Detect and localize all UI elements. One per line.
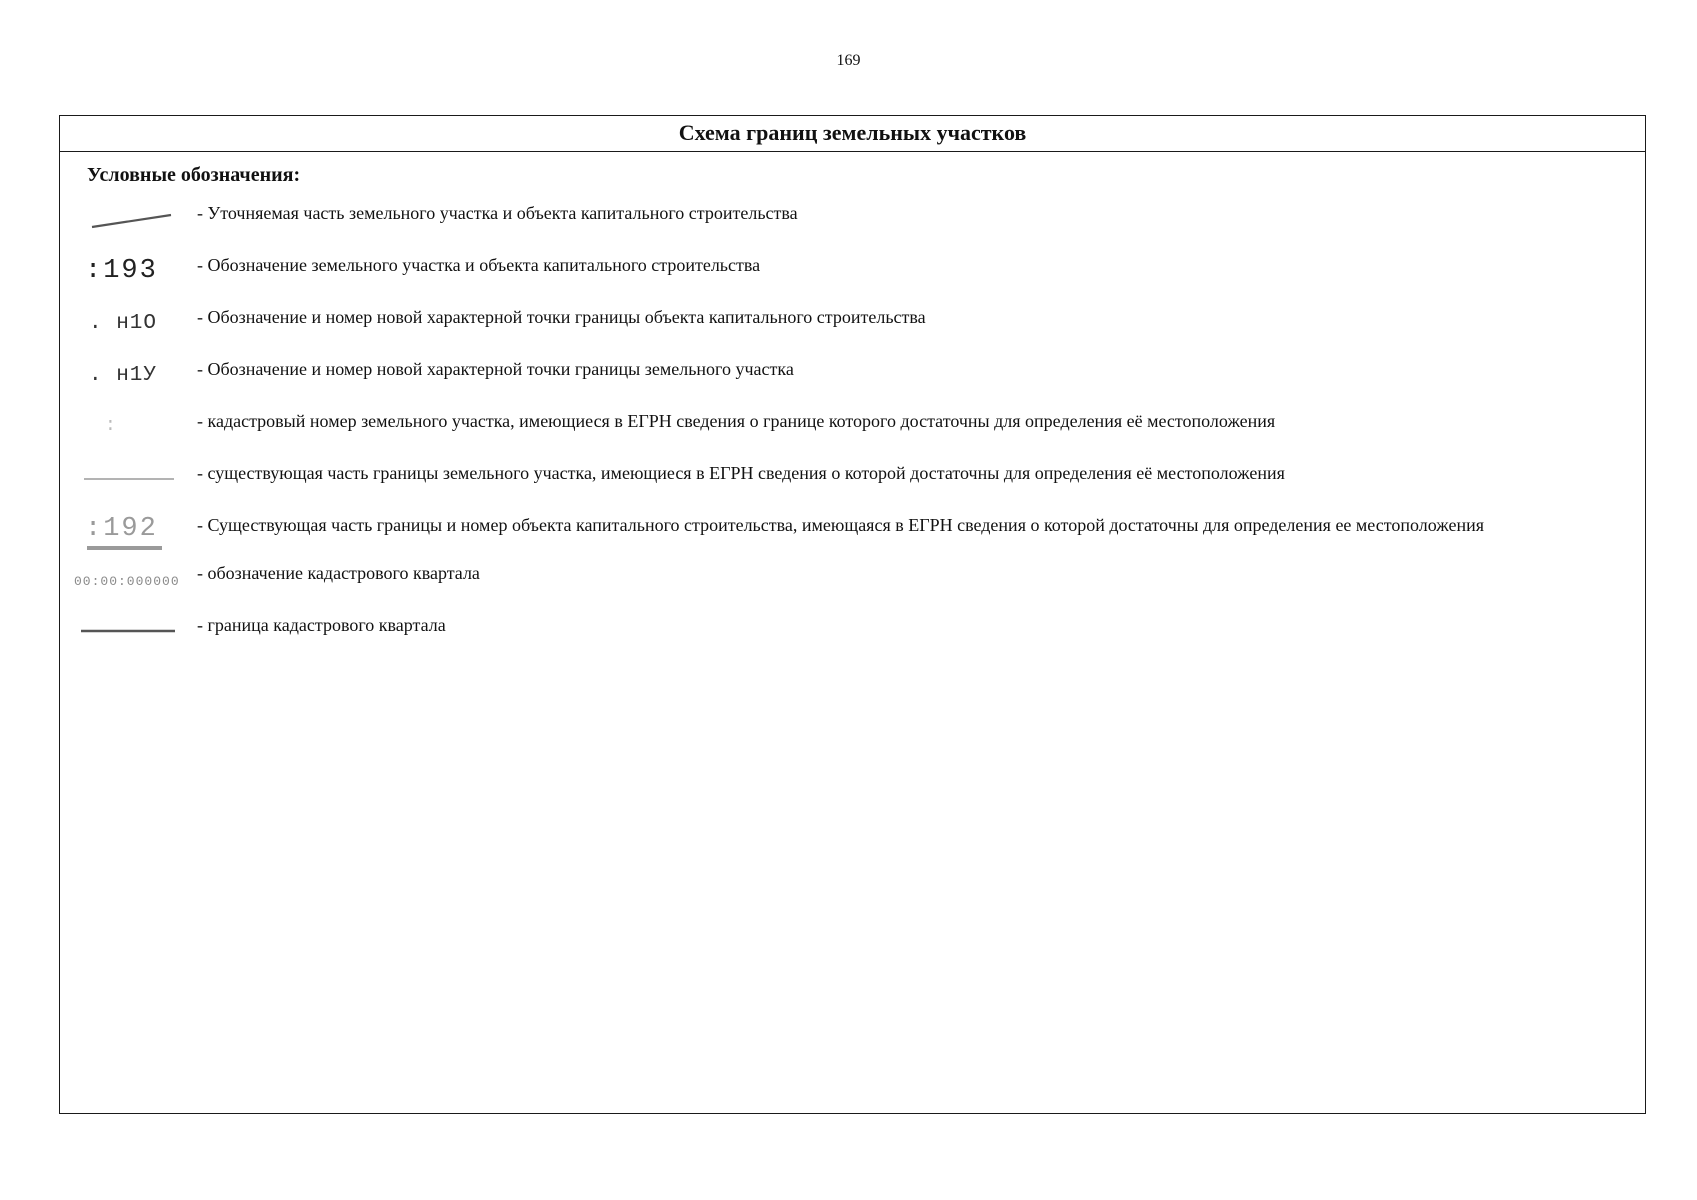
plot-point-text: . н1У	[89, 364, 158, 387]
building-point-icon	[60, 306, 190, 352]
legend-description: - обозначение кадастрового квартала	[197, 563, 480, 583]
quarter-label-text: 00:00:000000	[74, 574, 180, 589]
legend-description: - Обозначение и номер новой характерной точки границы объекта капитального строительства	[197, 307, 926, 327]
plot-label-text: :193	[85, 256, 158, 286]
legend-description: - Уточняемая часть земельного участка и объекта капитального строительства	[197, 203, 798, 223]
cadastral-number-text: :	[105, 416, 116, 436]
legend-description: - существующая часть границы земельного участка, имеющиеся в ЕГРН сведения о которой достаточны для определения её местоположения	[197, 463, 1285, 483]
thin-line-icon	[60, 462, 190, 508]
scheme-frame	[59, 115, 1646, 1114]
quarter-border-icon	[60, 614, 190, 660]
legend-description: - Обозначение земельного участка и объекта капитального строительства	[197, 255, 761, 275]
legend-heading: Условные обозначения:	[87, 164, 301, 186]
legend-description: - кадастровый номер земельного участка, имеющиеся в ЕГРН сведения о границе которого достаточны для определения её местоположения	[197, 411, 1276, 431]
cadastral-number-icon	[60, 410, 190, 456]
building-point-text: . н1О	[89, 312, 158, 335]
page-number: 169	[836, 52, 861, 69]
plot-point-icon	[60, 358, 190, 404]
scheme-title: Схема границ земельных участков	[60, 116, 1645, 152]
legend-description: - Существующая часть границы и номер объекта капитального строительства, имеющаяся в ЕГРН сведения о которой достаточны для определения ее местоположения	[197, 515, 1485, 535]
building-border-icon	[60, 514, 190, 560]
legend-description: - Обозначение и номер новой характерной точки границы земельного участка	[197, 359, 794, 379]
plot-label-icon	[60, 254, 190, 300]
building-border-text: :192	[85, 514, 158, 544]
quarter-label-icon	[60, 562, 190, 608]
slanted-line-icon	[60, 202, 190, 248]
legend-description: - граница кадастрового квартала	[197, 615, 446, 635]
